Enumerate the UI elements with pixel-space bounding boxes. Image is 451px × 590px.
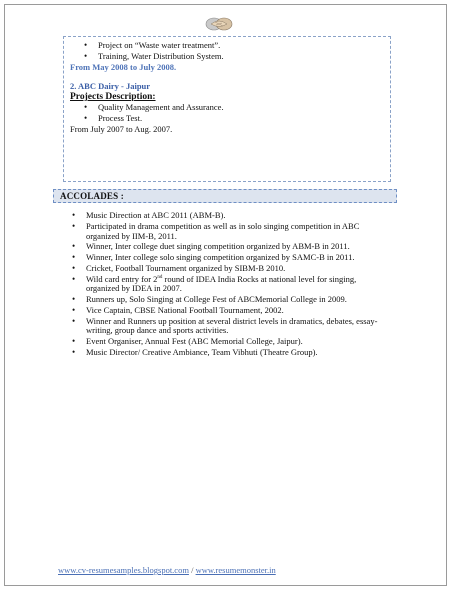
list-item: • Cricket, Football Tournament organized by SIBM-B 2010.: [58, 264, 390, 274]
list-item: • Training, Water Distribution System.: [70, 52, 384, 62]
footer-link-blogspot[interactable]: www.cv-resumesamples.blogspot.com: [58, 565, 189, 575]
list-item: • Music Director/ Creative Ambiance, Team Vibhuti (Theatre Group).: [58, 348, 390, 358]
second-company-list: [70, 103, 384, 124]
list-item: • Winner, Inter college duet singing competition organized by ABM-B in 2011.: [58, 242, 390, 252]
first-company-list: [70, 41, 384, 62]
list-item: • Quality Management and Assurance.: [70, 103, 384, 113]
list-item: • Music Direction at ABC 2011 (ABM-B).: [58, 211, 390, 221]
list-item: • Winner, Inter college solo singing competition organized by SAMC-B in 2011.: [58, 253, 390, 263]
list-item: • Vice Captain, CBSE National Football Tournament, 2002.: [58, 306, 390, 316]
experience-box: [63, 36, 391, 182]
second-company-period: From July 2007 to Aug. 2007.: [70, 123, 173, 134]
first-company-period: From May 2008 to July 2008.: [70, 61, 177, 72]
list-item: • Participated in drama competition as well as in solo singing competition in ABC organized by IIM-B, 2011.: [58, 222, 390, 242]
second-company-name: 2. ABC Dairy - Jaipur: [70, 81, 151, 92]
accolades-list: [58, 211, 390, 359]
handshake-icon: [205, 14, 233, 34]
list-item: • Event Organiser, Annual Fest (ABC Memorial College, Jaipur).: [58, 337, 390, 347]
wild-card-superscript: nd: [157, 274, 163, 280]
list-item: • Winner and Runners up position at several district levels in dramatics, debates, essay-writing, group dance and sports activities.: [58, 317, 390, 337]
list-item-wild-card: [58, 275, 390, 295]
projects-label: Projects Description:: [70, 92, 156, 103]
footer-separator: /: [188, 565, 196, 575]
wild-card-suffix: round of IDEA India Rocks at national level for singing, organized by IDEA in 2007.: [86, 273, 357, 294]
footer-link-resumemonster[interactable]: www.resumemonster.in: [195, 565, 276, 575]
list-item: • Process Test.: [70, 114, 384, 124]
footer: [58, 566, 276, 576]
accolades-heading: ACCOLADES :: [53, 189, 397, 203]
wild-card-prefix: Wild card entry for 2: [86, 273, 158, 284]
list-item: • Project on “Waste water treatment”.: [70, 41, 384, 51]
list-item: • Runners up, Solo Singing at College Fest of ABCMemorial College in 2009.: [58, 295, 390, 305]
